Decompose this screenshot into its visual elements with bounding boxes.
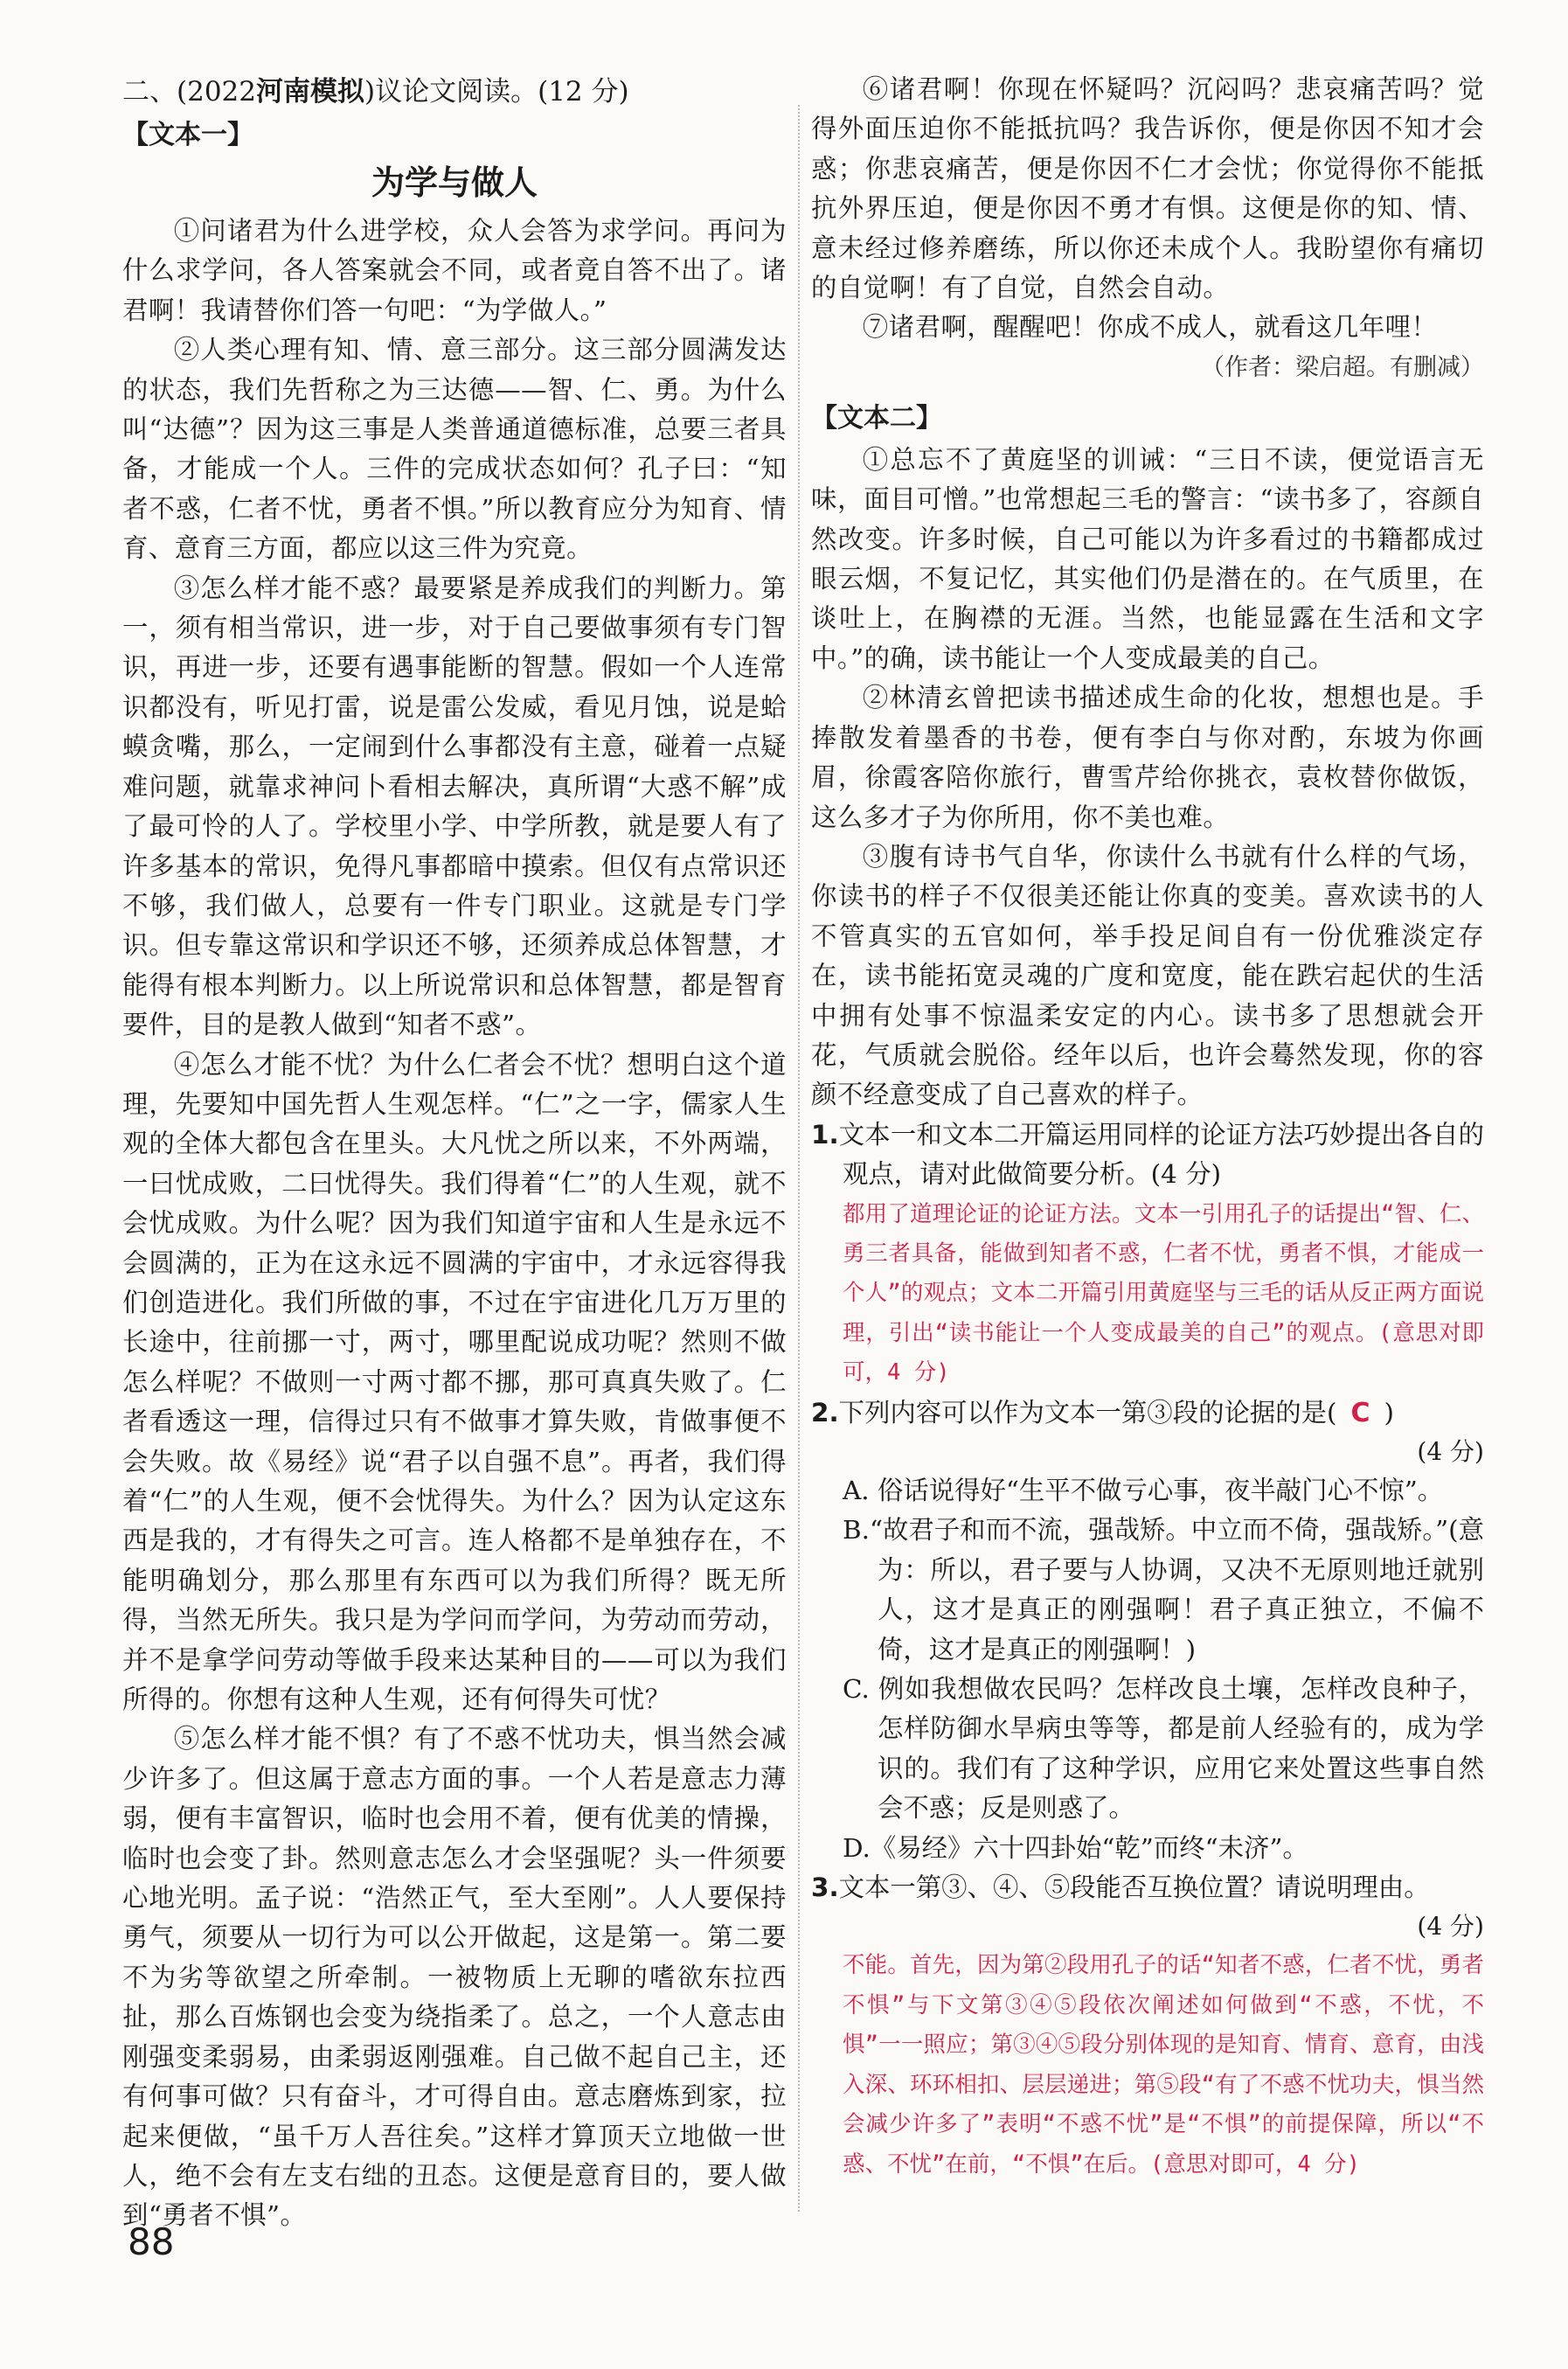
option-b: B.“故君子和而不流，强哉矫。中立而不倚，强哉矫。”(意为：所以，君子要与人协调，又决不无原则地迁就别人，这才是真正的刚强啊！君子真正独立，不偏不倚，这才是真正的刚强啊！) (843, 1515, 1484, 1664)
text1-paragraph-7: ⑦诸君啊，醒醒吧！你成不成人，就看这几年哩！ (862, 312, 1438, 343)
article-title: 为学与做人 (371, 163, 538, 202)
question-1: 1.文本一和文本二开篇运用同样的论证方法巧妙提出各自的观点，请对此做简要分析。(4 分) (811, 1119, 1484, 1190)
section-heading: 二、(2022河南模拟)议论文阅读。(12 分) (122, 76, 629, 108)
text2-paragraph-3: ③腹有诗书气自华，你读什么书就有什么样的气场，你读书的样子不仅很美还能让你真的变美。喜欢读书的人不管真实的五官如何，举手投足间自有一份优雅淡定存在，读书能拓宽灵魂的广度和宽度，能在跌宕起伏的生活中拥有处事不惊温柔安定的内心。读书多了思想就会开花，气质就会脱俗。经年以后，也许会蓦然发现，你的容颜不经意变成了自己喜欢的样子。 (811, 841, 1484, 1110)
text1-paragraph-4: ④怎么才能不忧？为什么仁者会不忧？想明白这个道理，先要知中国先哲人生观怎样。“仁”之一字，儒家人生观的全体大都包含在里头。大凡忧之所以来，不外两端，一曰忧成败，二曰忧得失。我们得着“仁”的人生观，就不会忧成败。为什么呢？因为我们知道宇宙和人生是永远不会圆满的，正为在这永远不圆满的宇宙中，才永远容得我们创造进化。我们所做的事，不过在宇宙进化几万万里的长途中，往前挪一寸，两寸，哪里配说成功呢？然则不做怎么样呢？不做则一寸两寸都不挪，那可真真失败了。仁者看透这一理，信得过只有不做事才算失败，肯做事便不会失败。故《易经》说“君子以自强不息”。再者，我们得着“仁”的人生观，便不会忧得失。为什么？因为认定这东西是我的，才有得失之可言。连人格都不是单独存在，不能明确划分，那么那里有东西可以为我们所得？既无所得，当然无所失。我只是为学问而学问，为劳动而劳动，并不是拿学问劳动等做手段来达某种目的——可以为我们所得的。你想有这种人生观，还有何得失可忧？ (122, 1049, 787, 1715)
text1-paragraph-6: ⑥诸君啊！你现在怀疑吗？沉闷吗？悲哀痛苦吗？觉得外面压迫你不能抵抗吗？我告诉你，便是你因不知才会惑；你悲哀痛苦，便是你因不仁才会忧；你觉得你不能抵抗外界压迫，便是你因不勇才有惧。这便是你的知、情、意未经过修养磨练，所以你还未成个人。我盼望你有痛切的自觉啊！有了自觉，自然会自动。 (811, 74, 1484, 303)
author-note: （作者：梁启超。有删减） (1201, 353, 1484, 381)
text2-paragraph-2: ②林清玄曾把读书描述成生命的化妆，想想也是。手捧散发着墨香的书卷，便有李白与你对酌，东坡为你画眉，徐霞客陪你旅行，曹雪芹给你挑衣，袁枚替你做饭，这么多才子为你所用，你不美也难。 (811, 683, 1484, 832)
answer-1: 都用了道理论证的论证方法。文本一引用孔子的话提出“智、仁、勇三者具备，能做到知者不惑，仁者不忧，勇者不惧，才能成一个人”的观点；文本二开篇引用黄庭坚与三毛的话从反正两方面说理，引出“读书能让一个人变成最美的自己”的观点。(意思对即可，4 分) (843, 1200, 1484, 1386)
option-c: C. 例如我想做农民吗？怎样改良土壤，怎样改良种子，怎样防御水旱病虫等等，都是前人经验有的，成为学识的。我们有了这种学识，应用它来处置这些事自然会不惑；反是则惑了。 (843, 1674, 1484, 1824)
text1-paragraph-5: ⑤怎么样才能不惧？有了不惑不忧功夫，惧当然会减少许多了。但这属于意志方面的事。一个人若是意志力薄弱，便有丰富智识，临时也会用不着，便有优美的情操，临时也会变了卦。然则意志怎么才会坚强呢？头一件须要心地光明。孟子说：“浩然正气，至大至刚”。人人要保持勇气，须要从一切行为可以公开做起，这是第一。第二要不为劣等欲望之所牵制。一被物质上无聊的嗜欲东拉西扯，那么百炼钢也会变为绕指柔了。总之，一个人意志由刚强变柔弱易，由柔弱返刚强难。自己做不起自己主，还有何事可做？只有奋斗，才可得自由。意志磨炼到家，拉起来便做，“虽千万人吾往矣。”这样才算顶天立地做一世人，绝不会有左支右绌的丑态。这便是意育目的，要人做到“勇者不惧”。 (122, 1724, 787, 2231)
text1-paragraph-1: ①问诸君为什么进学校，众人会答为求学问。再问为什么求学问，各人答案就会不同，或者竟自答不出了。诸君啊！我请替你们答一句吧：“为学做人。” (122, 216, 787, 325)
text1-paragraph-2: ②人类心理有知、情、意三部分。这三部分圆满发达的状态，我们先哲称之为三达德——智、仁、勇。为什么叫“达德”？因为这三事是人类普通道德标准，总要三者具备，才能成一个人。三件的完成状态如何？孔子曰：“知者不惑，仁者不忧，勇者不惧。”所以教育应分为知育、情育、意育三方面，都应以这三件为究竟。 (122, 335, 787, 564)
text2-tag: 【文本二】 (811, 402, 942, 434)
option-d: D.《易经》六十四卦始“乾”而终“未济”。 (843, 1832, 1308, 1863)
right-column (811, 70, 1484, 2185)
question-2-points: (4 分) (1417, 1437, 1484, 1466)
section-source: 河南模拟 (256, 76, 364, 108)
question-2: 2.下列内容可以作为文本一第③段的论据的是( C ) (811, 1397, 1395, 1428)
text2-paragraph-1: ①总忘不了黄庭坚的训诫：“三日不读，便觉语言无味，面目可憎。”也常想起三毛的警言：“读书多了，容颜自然改变。许多时候，自己可能以为许多看过的书籍都成过眼云烟，不复记忆，其实他们仍是潜在的。在气质里，在谈吐上，在胸襟的无涯。当然，也能显露在生活和文字中。”的确，读书能让一个人变成最美的自己。 (811, 444, 1484, 673)
answer-2-choice: C (1350, 1397, 1370, 1428)
column-divider (798, 105, 800, 2212)
text1-tag: 【文本一】 (122, 120, 253, 150)
question-3: 3.文本一第③、④、⑤段能否互换位置？请说明理由。 (811, 1872, 1430, 1903)
page-number: 88 (128, 2220, 175, 2263)
answer-3: 不能。首先，因为第②段用孔子的话“知者不惑，仁者不忧，勇者不惧”与下文第③④⑤段依次阐述如何做到“不惑，不忧，不惧”一一照应；第③④⑤段分别体现的是知育、情育、意育，由浅入深、环环相扣、层层递进；第⑤段“有了不惑不忧功夫，惧当然会减少许多了”表明“不惑不忧”是“不惧”的前提保障，所以“不惑、不忧”在前，“不惧”在后。(意思对即可，4 分) (843, 1952, 1484, 2178)
left-column (122, 70, 787, 2236)
question-3-points: (4 分) (1417, 1912, 1484, 1942)
text1-paragraph-3: ③怎么样才能不惑？最要紧是养成我们的判断力。第一，须有相当常识，进一步，对于自己要做事须有专门智识，再进一步，还要有遇事能断的智慧。假如一个人连常识都没有，听见打雷，说是雷公发威，看见月蚀，说是蛤蟆贪嘴，那么，一定闹到什么事都没有主意，碰着一点疑难问题，就靠求神问卜看相去解决，真所谓“大惑不解”成了最可怜的人了。学校里小学、中学所教，就是要人有了许多基本的常识，免得凡事都暗中摸索。但仅有点常识还不够，我们做人，总要有一件专门职业。这就是专门学识。但专靠这常识和学识还不够，还须养成总体智慧，才能得有根本判断力。以上所说常识和总体智慧，都是智育要件，目的是教人做到“知者不惑”。 (122, 573, 787, 1040)
option-a: A. 俗话说得好“生平不做亏心事，夜半敲门心不惊”。 (843, 1476, 1444, 1505)
